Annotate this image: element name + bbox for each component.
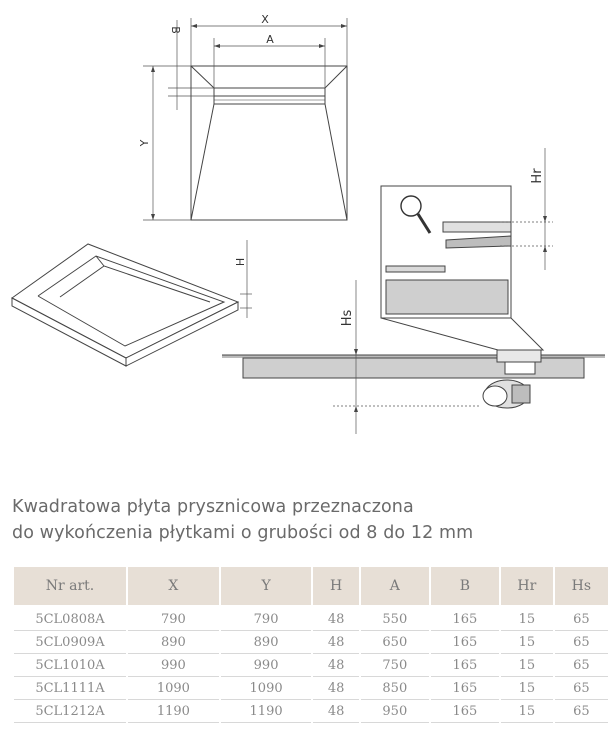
header-hs: Hs [555, 567, 608, 608]
cell: 890 [221, 631, 312, 654]
cell: 165 [431, 654, 499, 677]
cell: 850 [361, 677, 429, 700]
cell: 5CL1111A [14, 677, 126, 700]
cell: 65 [555, 608, 608, 631]
product-caption [12, 494, 612, 546]
cell: 5CL0808A [14, 608, 126, 631]
table-header-row [14, 567, 608, 608]
label-hr: Hr [530, 168, 545, 184]
top-view [191, 66, 347, 220]
cell: 1090 [221, 677, 312, 700]
cell: 48 [313, 631, 358, 654]
cell: 5CL1010A [14, 654, 126, 677]
header-a: A [361, 567, 429, 608]
header-hr: Hr [501, 567, 553, 608]
label-x: X [261, 13, 269, 26]
cell: 48 [313, 700, 358, 723]
cell: 15 [501, 677, 553, 700]
cell: 15 [501, 631, 553, 654]
header-b: B [431, 567, 499, 608]
cell: 165 [431, 631, 499, 654]
cell: 790 [128, 608, 219, 631]
cell: 165 [431, 700, 499, 723]
label-b: B [169, 26, 182, 34]
table-row [14, 677, 608, 700]
cell: 5CL0909A [14, 631, 126, 654]
cell: 15 [501, 700, 553, 723]
perspective-dimension [240, 240, 252, 318]
cell: 1090 [128, 677, 219, 700]
cell: 48 [313, 654, 358, 677]
label-h: H [234, 257, 247, 267]
header-h: H [313, 567, 358, 608]
table-row [14, 631, 608, 654]
cell: 790 [221, 608, 312, 631]
cell: 550 [361, 608, 429, 631]
cell: 5CL1212A [14, 700, 126, 723]
cell: 165 [431, 608, 499, 631]
cell: 65 [555, 700, 608, 723]
cell: 48 [313, 608, 358, 631]
cell: 165 [431, 677, 499, 700]
cell: 65 [555, 654, 608, 677]
table-row [14, 608, 608, 631]
spec-table [12, 567, 610, 723]
caption-line-2: do wykończenia płytkami o grubości od 8 do 12 mm [12, 523, 474, 543]
label-hs: Hs [340, 309, 355, 327]
header-x: X [128, 567, 219, 608]
cell: 1190 [128, 700, 219, 723]
label-a: A [266, 33, 274, 46]
cell: 950 [361, 700, 429, 723]
cell: 65 [555, 631, 608, 654]
cell: 15 [501, 608, 553, 631]
cell: 990 [221, 654, 312, 677]
caption-line-1: Kwadratowa płyta prysznicowa przeznaczona [12, 497, 414, 517]
cell: 15 [501, 654, 553, 677]
cell: 65 [555, 677, 608, 700]
table-row [14, 654, 608, 677]
cell: 990 [128, 654, 219, 677]
cell: 890 [128, 631, 219, 654]
cell: 750 [361, 654, 429, 677]
cell: 650 [361, 631, 429, 654]
header-nr-art: Nr art. [14, 567, 126, 608]
label-y: Y [138, 139, 151, 147]
header-y: Y [221, 567, 312, 608]
cell: 1190 [221, 700, 312, 723]
table-row [14, 700, 608, 723]
cell: 48 [313, 677, 358, 700]
perspective-view [12, 244, 238, 366]
